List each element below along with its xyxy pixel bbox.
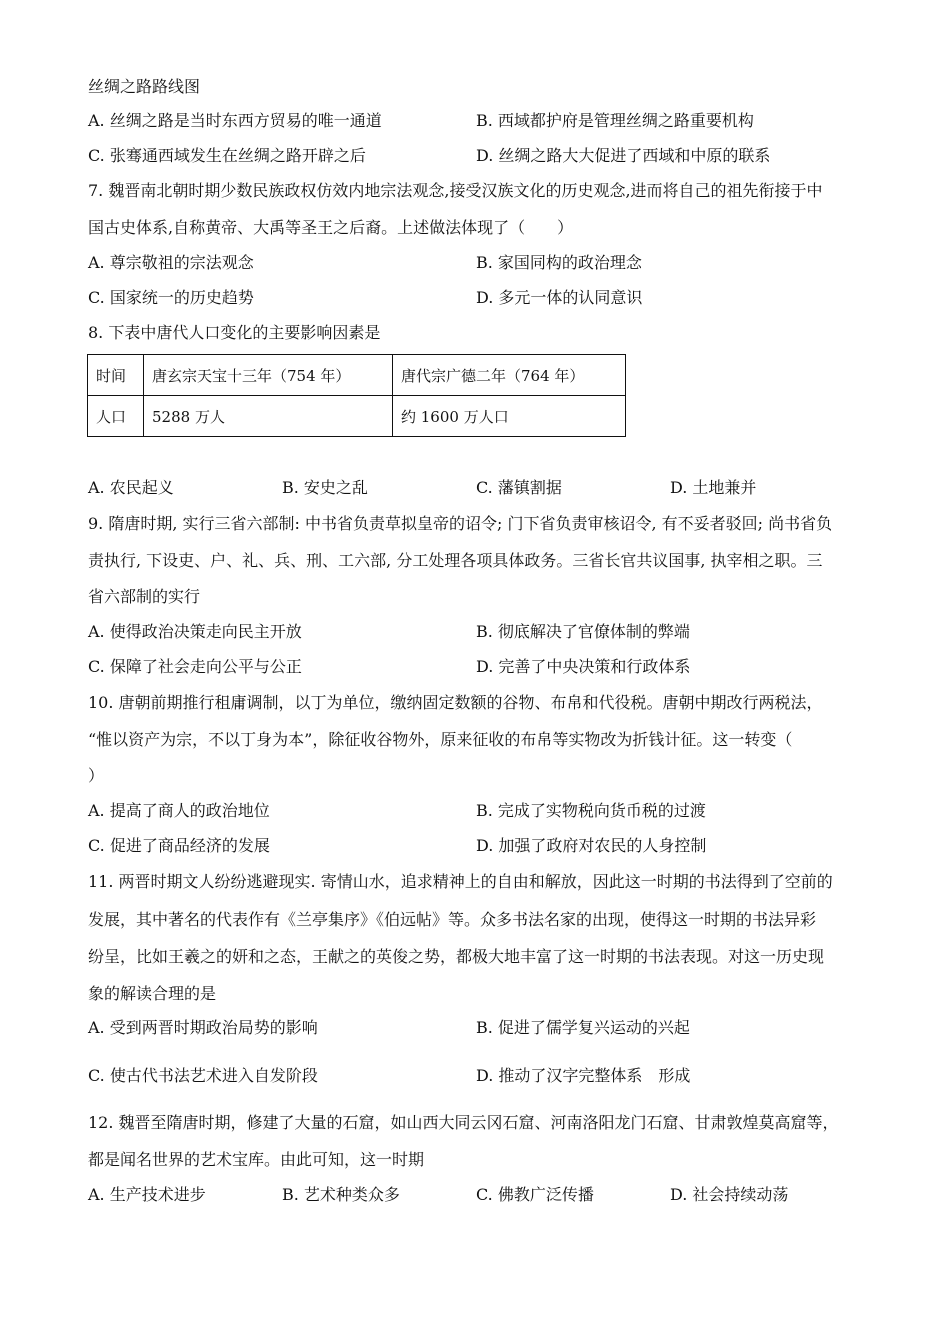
map-caption: 丝绸之路路线图 bbox=[88, 77, 201, 96]
q12-option-c: C. 佛教广泛传播 bbox=[476, 1185, 594, 1204]
q7-option-d: D. 多元一体的认同意识 bbox=[476, 288, 643, 307]
table-row bbox=[88, 396, 626, 437]
q7-option-c: C. 国家统一的历史趋势 bbox=[88, 288, 254, 307]
table-cell: 唐代宗广德二年（764 年） bbox=[393, 355, 626, 396]
q11-stem-line1: 11. 两晋时期文人纷纷逃避现实. 寄情山水，追求精神上的自由和解放，因此这一时期的书法得到了空前的 bbox=[88, 872, 833, 891]
q8-option-d: D. 土地兼并 bbox=[670, 478, 757, 497]
table-row bbox=[88, 355, 626, 396]
q11-stem-line3: 纷呈，比如王羲之的妍和之态，王献之的英俊之势，都极大地丰富了这一时期的书法表现。对这一历史现 bbox=[88, 947, 825, 966]
q10-option-d: D. 加强了政府对农民的人身控制 bbox=[476, 836, 707, 855]
table-cell: 人口 bbox=[88, 396, 144, 437]
q11-option-d: D. 推动了汉字完整体系 形成 bbox=[476, 1066, 691, 1085]
q8-stem: 8. 下表中唐代人口变化的主要影响因素是 bbox=[88, 323, 381, 342]
q7-stem-line2: 国古史体系,自称黄帝、大禹等圣王之后裔。上述做法体现了（ ） bbox=[88, 218, 574, 237]
q7-option-a: A. 尊宗敬祖的宗法观念 bbox=[88, 253, 254, 272]
q9-stem-line2: 责执行, 下设吏、户、礼、兵、刑、工六部, 分工处理各项具体政务。三省长官共议国事, 执宰相之职。三 bbox=[88, 551, 823, 570]
q6-option-d: D. 丝绸之路大大促进了西域和中原的联系 bbox=[476, 146, 771, 165]
q6-option-a: A. 丝绸之路是当时东西方贸易的唯一通道 bbox=[88, 111, 382, 130]
q8-option-b: B. 安史之乱 bbox=[282, 478, 368, 497]
q11-option-c: C. 使古代书法艺术进入自发阶段 bbox=[88, 1066, 318, 1085]
q10-stem-line1: 10. 唐朝前期推行租庸调制，以丁为单位，缴纳固定数额的谷物、布帛和代役税。唐朝中期改行两税法， bbox=[88, 693, 823, 712]
q11-option-a: A. 受到两晋时期政治局势的影响 bbox=[88, 1018, 318, 1037]
q10-option-a: A. 提高了商人的政治地位 bbox=[88, 801, 270, 820]
q9-option-a: A. 使得政治决策走向民主开放 bbox=[88, 622, 302, 641]
q6-option-c: C. 张骞通西域发生在丝绸之路开辟之后 bbox=[88, 146, 366, 165]
q12-option-b: B. 艺术种类众多 bbox=[282, 1185, 400, 1204]
q9-option-d: D. 完善了中央决策和行政体系 bbox=[476, 657, 691, 676]
q9-stem-line3: 省六部制的实行 bbox=[88, 587, 201, 606]
q9-option-b: B. 彻底解决了官僚体制的弊端 bbox=[476, 622, 690, 641]
q10-stem-line2: “惟以资产为宗，不以丁身为本”，除征收谷物外，原来征收的布帛等实物改为折钱计征。这一转变（ bbox=[88, 730, 793, 749]
table-cell: 约 1600 万人口 bbox=[393, 396, 626, 437]
table-cell: 唐玄宗天宝十三年（754 年） bbox=[144, 355, 393, 396]
q11-option-b: B. 促进了儒学复兴运动的兴起 bbox=[476, 1018, 690, 1037]
q7-stem-line1: 7. 魏晋南北朝时期少数民族政权仿效内地宗法观念,接受汉族文化的历史观念,进而将自己的祖先衔接于中 bbox=[88, 181, 823, 200]
q9-option-c: C. 保障了社会走向公平与公正 bbox=[88, 657, 302, 676]
q7-option-b: B. 家国同构的政治理念 bbox=[476, 253, 642, 272]
q10-option-c: C. 促进了商品经济的发展 bbox=[88, 836, 270, 855]
table-cell: 5288 万人 bbox=[144, 396, 393, 437]
q11-stem-line2: 发展，其中著名的代表作有《兰亭集序》《伯远帖》等。众多书法名家的出现，使得这一时期的书法异彩 bbox=[88, 910, 817, 929]
q10-option-b: B. 完成了实物税向货币税的过渡 bbox=[476, 801, 706, 820]
q8-option-c: C. 藩镇割据 bbox=[476, 478, 562, 497]
population-table bbox=[87, 354, 626, 437]
q6-option-b: B. 西域都护府是管理丝绸之路重要机构 bbox=[476, 111, 754, 130]
table-cell: 时间 bbox=[88, 355, 144, 396]
q9-stem-line1: 9. 隋唐时期, 实行三省六部制: 中书省负责草拟皇帝的诏令; 门下省负责审核诏令, 有不妥者驳回; 尚书省负 bbox=[88, 514, 833, 533]
q12-stem-line2: 都是闻名世界的艺术宝库。由此可知，这一时期 bbox=[88, 1150, 425, 1169]
q11-stem-line4: 象的解读合理的是 bbox=[88, 984, 217, 1003]
q8-option-a: A. 农民起义 bbox=[88, 478, 174, 497]
q10-stem-line3: ） bbox=[88, 766, 105, 785]
q12-option-d: D. 社会持续动荡 bbox=[670, 1185, 789, 1204]
q12-option-a: A. 生产技术进步 bbox=[88, 1185, 206, 1204]
q12-stem-line1: 12. 魏晋至隋唐时期，修建了大量的石窟，如山西大同云冈石窟、河南洛阳龙门石窟、甘肃敦煌莫高窟等， bbox=[88, 1113, 839, 1132]
